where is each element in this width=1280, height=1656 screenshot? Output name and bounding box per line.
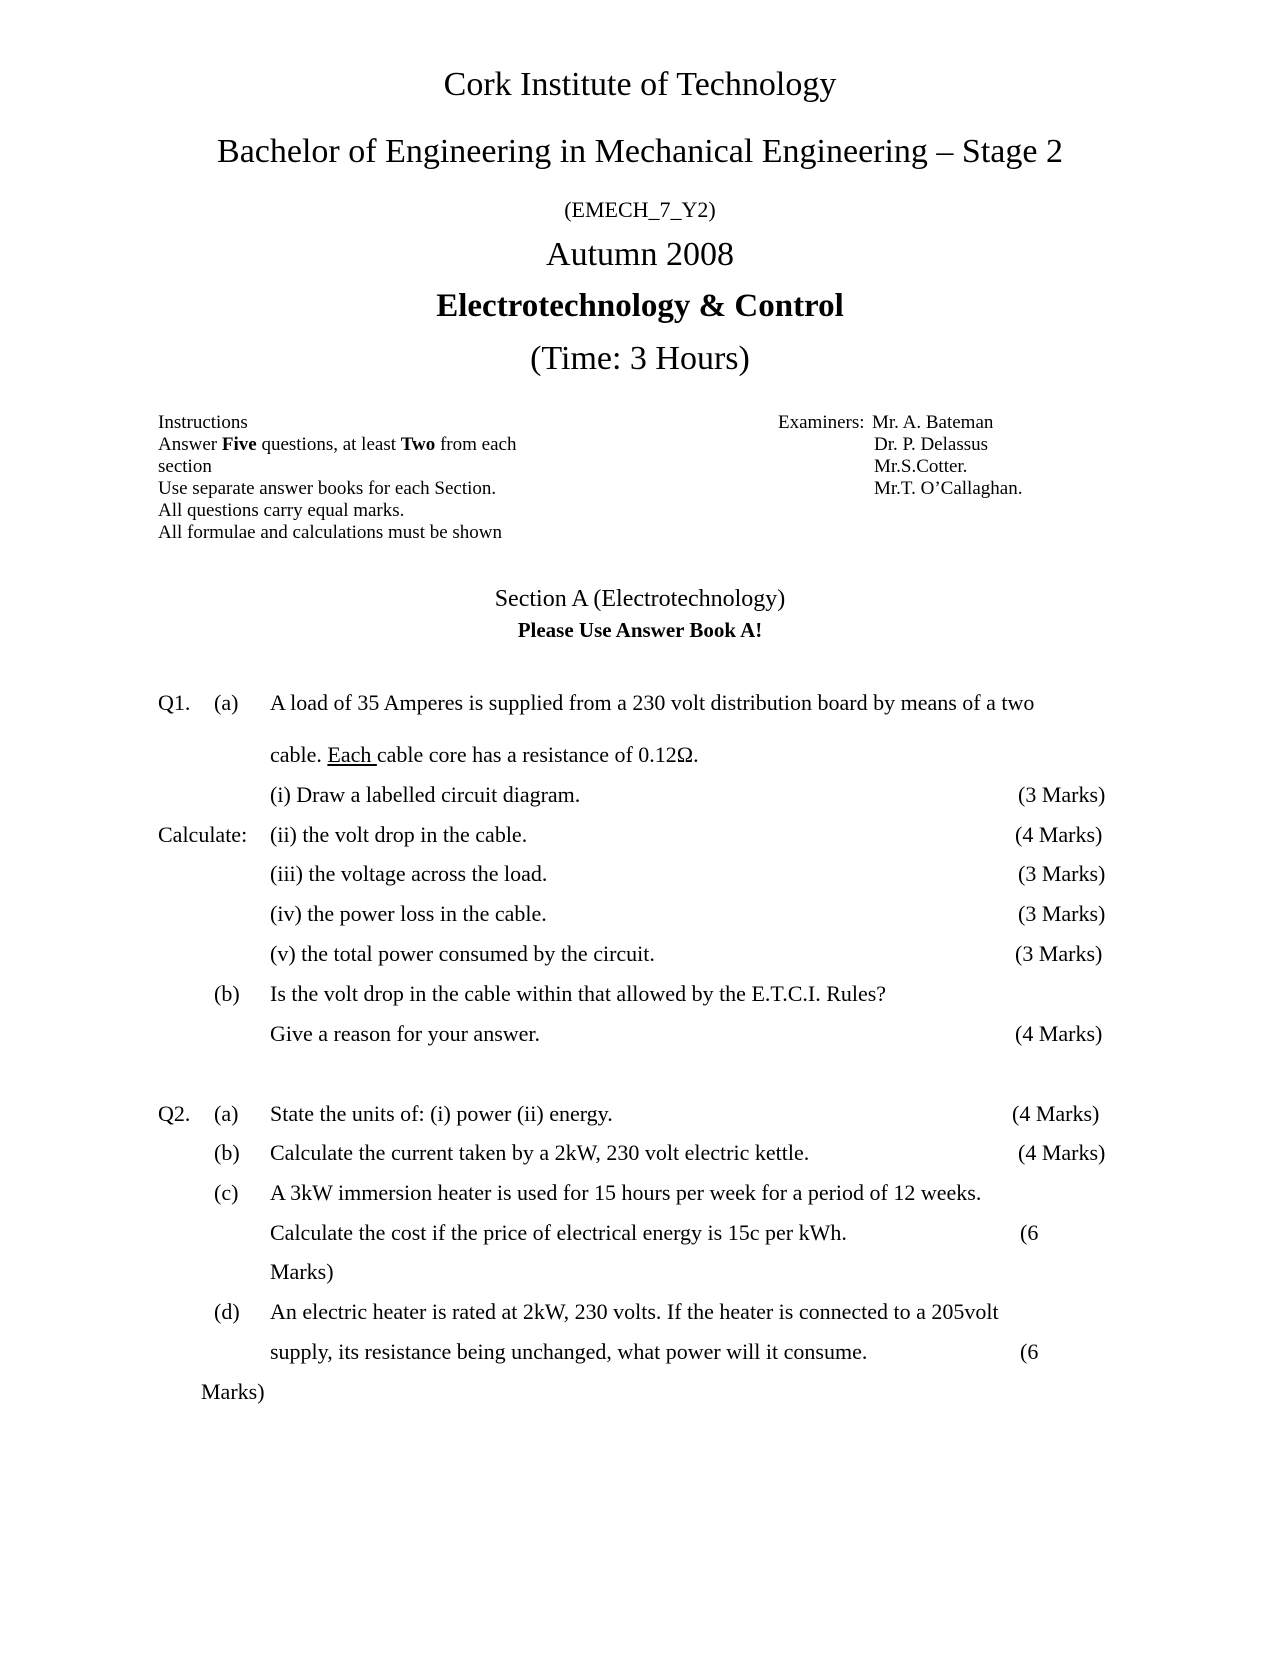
institution-title: Cork Institute of Technology	[443, 66, 837, 103]
q2-part-d-marks-close: Marks)	[201, 1379, 265, 1404]
q2-part-d-text: An electric heater is rated at 2kW, 230 volts. If the heater is connected to a 205volt	[270, 1299, 999, 1324]
q2-part-c-marks-close: Marks)	[270, 1259, 334, 1284]
q2-part-c-text: A 3kW immersion heater is used for 15 hours per week for a period of 12 weeks.	[270, 1180, 982, 1205]
q2-part-d-label: (d)	[214, 1299, 240, 1324]
q2-part-b-text: Calculate the current taken by a 2kW, 230 volt electric kettle.	[270, 1140, 810, 1165]
q1-underlined-text: Each	[327, 742, 377, 767]
programme-title: Bachelor of Engineering in Mechanical Engineering – Stage 2	[217, 133, 1063, 170]
q2-part-c-text-cont: Calculate the cost if the price of electrical energy is 15c per kWh.	[270, 1220, 847, 1245]
q1-part-b-label: (b)	[214, 981, 240, 1006]
q2-number: Q2.	[158, 1101, 191, 1126]
q1-item-iv-marks: (3 Marks)	[1018, 901, 1106, 926]
q1-part-a-text-cont	[270, 742, 699, 768]
instruction-emphasis: Five	[221, 434, 257, 455]
instructions-heading: Instructions	[158, 412, 248, 433]
q2-part-a-label: (a)	[214, 1101, 239, 1126]
q1-item-iii-marks: (3 Marks)	[1018, 861, 1106, 886]
q1-text: cable core has a resistance of 0.12Ω.	[376, 742, 699, 767]
q1-item-ii: (ii) the volt drop in the cable.	[270, 822, 528, 847]
q1-part-b-text-cont: Give a reason for your answer.	[270, 1021, 541, 1046]
exam-duration: (Time: 3 Hours)	[530, 340, 750, 377]
instruction-line: All questions carry equal marks.	[158, 500, 405, 521]
q2-part-c-marks-open: (6	[1020, 1220, 1039, 1245]
q1-part-a-text: A load of 35 Amperes is supplied from a 230 volt distribution board by means of a two	[270, 690, 1035, 715]
q1-part-b-text: Is the volt drop in the cable within that allowed by the E.T.C.I. Rules?	[270, 981, 887, 1006]
examiners-list	[872, 412, 1022, 500]
q1-item-v: (v) the total power consumed by the circuit.	[270, 941, 655, 966]
q1-item-iv: (iv) the power loss in the cable.	[270, 901, 547, 926]
q1-part-a-label: (a)	[214, 690, 239, 715]
section-title: Section A (Electrotechnology)	[494, 586, 786, 612]
instruction-text: from each	[435, 434, 517, 455]
instruction-line: section	[158, 456, 212, 477]
q2-part-b-marks: (4 Marks)	[1018, 1140, 1106, 1165]
q1-item-ii-marks: (4 Marks)	[1015, 822, 1103, 847]
q2-part-a-text: State the units of: (i) power (ii) energy.	[270, 1101, 613, 1126]
examiner-name: Mr.T. O’Callaghan.	[874, 478, 1023, 499]
subject-title: Electrotechnology & Control	[436, 288, 844, 324]
q1-item-i: (i) Draw a labelled circuit diagram.	[270, 782, 581, 807]
examiner-name: Mr. A. Bateman	[872, 412, 994, 433]
q1-part-b-marks: (4 Marks)	[1015, 1021, 1103, 1046]
instruction-line: Use separate answer books for each Section.	[158, 478, 497, 499]
instruction-line	[158, 434, 516, 456]
course-code: (EMECH_7_Y2)	[564, 197, 716, 222]
q2-part-a-marks: (4 Marks)	[1012, 1101, 1100, 1126]
instructions-block	[158, 412, 516, 544]
instruction-emphasis: Two	[400, 434, 436, 455]
q1-item-i-marks: (3 Marks)	[1018, 782, 1106, 807]
examiner-name: Dr. P. Delassus	[874, 434, 989, 455]
q2-part-c-label: (c)	[214, 1180, 239, 1205]
examiner-name: Mr.S.Cotter.	[874, 456, 968, 477]
section-note: Please Use Answer Book A!	[517, 618, 763, 642]
q1-calculate-label: Calculate:	[158, 822, 248, 847]
examiners-label: Examiners:	[778, 412, 865, 433]
q1-text: cable.	[270, 742, 328, 767]
exam-session: Autumn 2008	[546, 236, 734, 273]
instruction-text: questions, at least	[256, 434, 401, 455]
q1-item-v-marks: (3 Marks)	[1015, 941, 1103, 966]
q1-number: Q1.	[158, 690, 191, 715]
instruction-text: Answer	[158, 434, 222, 455]
q2-part-d-text-cont: supply, its resistance being unchanged, what power will it consume.	[270, 1339, 868, 1364]
q2-part-b-label: (b)	[214, 1140, 240, 1165]
q1-item-iii: (iii) the voltage across the load.	[270, 861, 548, 886]
instruction-line: All formulae and calculations must be shown	[158, 522, 503, 543]
q2-part-d-marks-open: (6	[1020, 1339, 1039, 1364]
